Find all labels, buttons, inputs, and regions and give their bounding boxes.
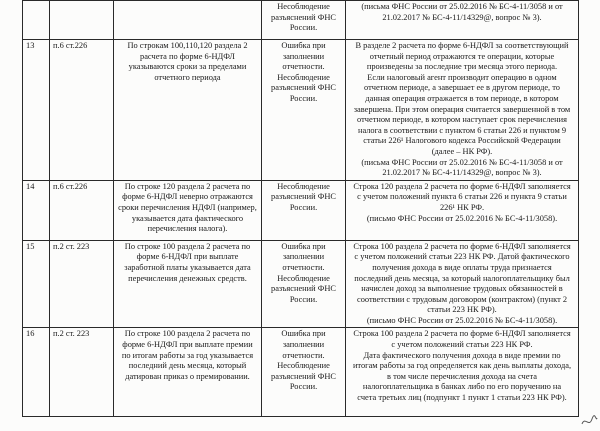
explanation-line: налога в соответствии с пунктом 6 статьи 226 и пунктом 9 (357, 125, 567, 135)
explanation-line: 21.02.2017 № БС-4-11/14329@, вопрос № 3). (382, 168, 542, 178)
explanation-line: отчетном периоде, а завершает ее в другом периоде, то (364, 83, 560, 93)
explanation-line: статьи 226¹ Налогового кодекса Российской Федерации (363, 136, 561, 146)
explanation (346, 328, 579, 417)
explanation-line: получения дохода в виде оплаты труда признается (372, 262, 552, 272)
recommendations-table (22, 0, 579, 417)
table-row (23, 328, 579, 417)
explanation-line: Дата фактического получения дохода в виде премии по (363, 350, 561, 360)
explanation (346, 1, 579, 40)
explanation-line: В разделе 2 расчета по форме 6-НДФЛ за соответствующий (355, 41, 569, 50)
explanation-line: в том числе перечисления дохода на счета (387, 371, 537, 381)
explanation-line: (далее – НК РФ). (431, 146, 493, 156)
explanation-line: налогоплательщика в банках либо по его поручению на (362, 382, 562, 392)
row-number: 13 (23, 40, 50, 181)
row-number: 15 (23, 240, 50, 328)
explanation-line: с учетом положений пункта 6 статьи 226 и пункта 9 статьи (357, 192, 567, 202)
explanation-line: (письма ФНС России от 25.02.2016 № БС-4-11/3058 и от (361, 2, 563, 11)
explanation-line: итогам работы за год определяется как день выплаты дохода, (352, 361, 572, 371)
explanation-line: завершена. При этом операция считается завершенной в том (353, 104, 571, 114)
table-row (23, 240, 579, 328)
signature-mark (580, 412, 598, 430)
code-paragraph: п.2 ст. 223 (50, 328, 114, 417)
table-row (23, 180, 579, 240)
explanation-line: отчетный период отражаются те операции, которые (369, 51, 555, 61)
code-paragraph: п.6 ст.226 (50, 180, 114, 240)
explanation-line: с учетом положений статьи 223 НК РФ. Датой фактического (354, 252, 570, 262)
error-description (114, 1, 262, 40)
explanation (346, 180, 579, 240)
table-body (23, 1, 579, 417)
error-type: Ошибка при заполнении отчетности. Несоблюдение разъяснений ФНС России. (262, 240, 346, 328)
error-type: Несоблюдение разъяснений ФНС России. (262, 1, 346, 40)
explanation-line: последний день месяца, за который налогоплательщику был (354, 273, 570, 283)
code-paragraph (50, 1, 114, 40)
explanation-line: соответствии с трудовым договором (контрактом) (пункт 2 (356, 294, 568, 304)
table-row (23, 1, 579, 40)
explanation-line: данная операция отражается в том периоде, в котором (365, 93, 559, 103)
error-description: По строке 100 раздела 2 расчета по форме 6-НДФЛ при выплате премии по итогам работы за год указывается последний день месяца, который датирован приказ о премировании. (114, 328, 262, 417)
explanation-line: статьи 223 НК РФ). (427, 305, 497, 315)
error-description: По строке 100 раздела 2 расчета по форме 6-НДФЛ при выплате заработной платы указывается дата перечисления денежных средств. (114, 240, 262, 328)
explanation-line: с учетом положений статьи 223 НК РФ. (391, 340, 533, 350)
row-number: 16 (23, 328, 50, 417)
explanation-line: 21.02.2017 № БС-4-11/14329@, вопрос № 3). (382, 12, 542, 22)
explanation-line: Строка 120 раздела 2 расчета по форме 6-НДФЛ заполняется (353, 181, 571, 191)
code-paragraph: п.6 ст.226 (50, 40, 114, 181)
explanation-line: (письмо ФНС России от 25.02.2016 № БС-4-11/3058). (366, 213, 558, 223)
row-number (23, 1, 50, 40)
explanation (346, 40, 579, 181)
error-type: Ошибка при заполнении отчетности. Несоблюдение разъяснений ФНС России. (262, 328, 346, 417)
error-type: Несоблюдение разъяснений ФНС России. (262, 180, 346, 240)
row-number: 14 (23, 180, 50, 240)
explanation-line: произведены за последние три месяца этого периода. (366, 62, 558, 72)
explanation-line: Строка 100 раздела 2 расчета по форме 6-НДФЛ заполняется (353, 241, 571, 251)
explanation-line: (письма ФНС России от 25.02.2016 № БС-4-11/3058 и от (361, 157, 563, 167)
error-description: По строке 120 раздела 2 расчета по форме 6-НДФЛ неверно отражаются сроки перечисления НДФЛ (например, указывается дата фактического перечисления налога). (114, 180, 262, 240)
table-row (23, 40, 579, 181)
explanation-line: (письмо ФНС России от 25.02.2016 № БС-4-11/3058). (366, 315, 558, 325)
code-paragraph: п.2 ст. 223 (50, 240, 114, 328)
explanation-line: начислен доход за выполнение трудовых обязанностей в (361, 284, 563, 294)
explanation-line: 226¹ НК РФ. (439, 202, 485, 212)
explanation-line: Строка 100 раздела 2 расчета по форме 6-НДФЛ заполняется (353, 329, 571, 339)
explanation-line: Если налоговый агент производит операцию в одном (367, 72, 557, 82)
explanation-line: счета третьих лиц (подпункт 1 пункт 1 статьи 223 НК РФ). (357, 393, 567, 403)
explanation (346, 240, 579, 328)
error-type: Ошибка при заполнении отчетности. Несоблюдение разъяснений ФНС России. (262, 40, 346, 181)
error-description: По строкам 100,110,120 раздела 2 расчета по форме 6-НДФЛ указываются сроки за пределами отчетного периода (114, 40, 262, 181)
explanation-line: отчетном периоде, в котором наступает срок перечисления (357, 115, 567, 125)
